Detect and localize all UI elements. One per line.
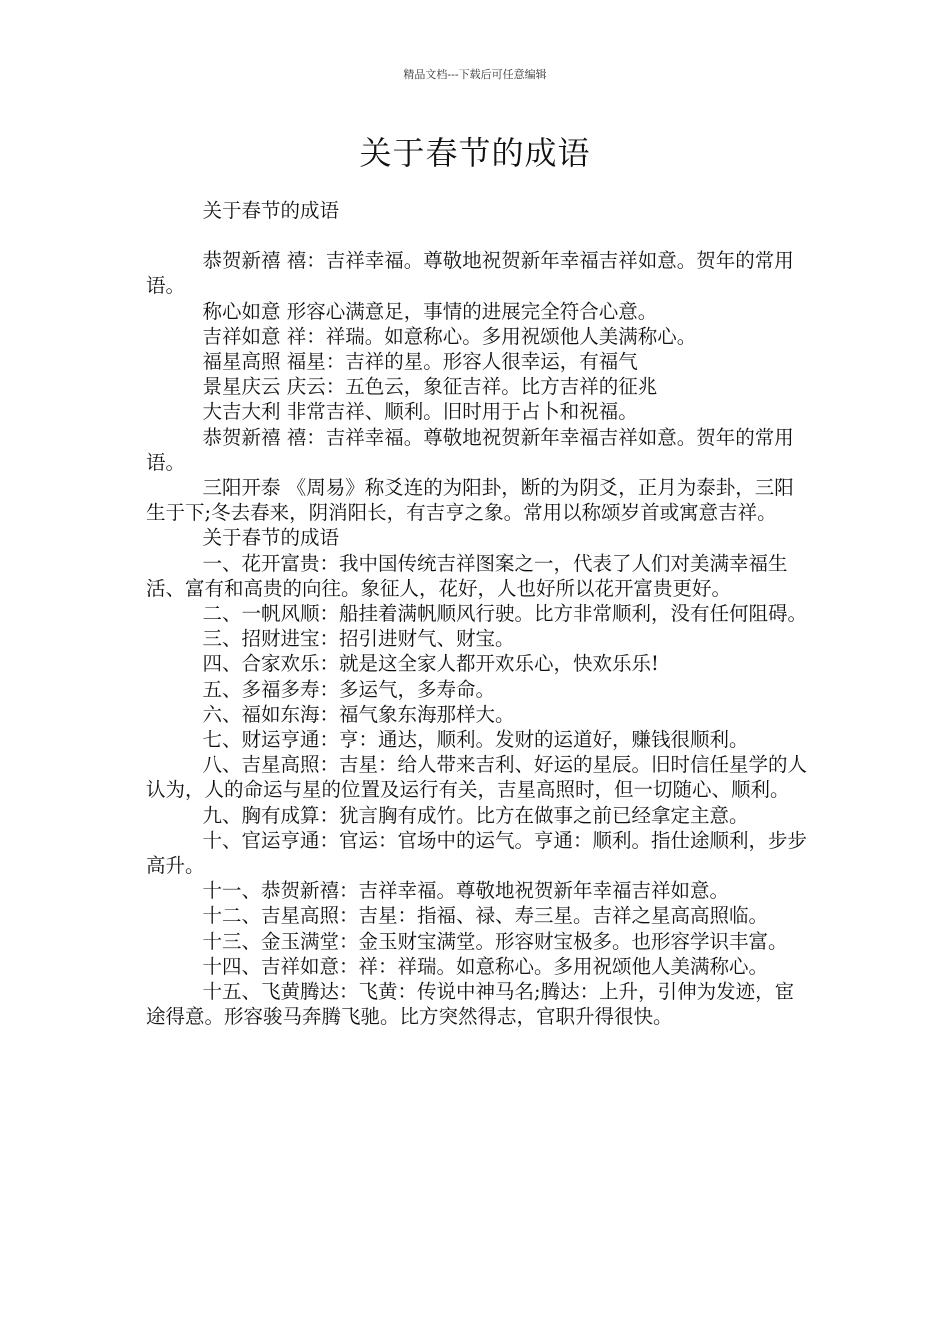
numbered-idiom: 二、一帆风顺：船挂着满帆顺风行驶。比方非常顺利，没有任何阻碍。 (202, 602, 808, 626)
numbered-idiom: 十四、吉祥如意：祥：祥瑞。如意称心。多用祝颂他人美满称心。 (202, 954, 769, 978)
numbered-idiom: 一、花开富贵：我中国传统吉祥图案之一，代表了人们对美满幸福生活、富有和高贵的向往。象征人，花好，人也好所以花开富贵更好。 (146, 551, 788, 600)
idiom-paragraph: 福星高照 福星：吉祥的星。形容人很幸运，有福气 (202, 350, 638, 374)
numbered-idiom: 九、胸有成算：犹言胸有成竹。比方在做事之前已经拿定主意。 (202, 803, 749, 827)
idiom-paragraph: 景星庆云 庆云：五色云，象征吉祥。比方吉祥的征兆 (202, 375, 658, 399)
idiom-paragraph: 大吉大利 非常吉祥、顺利。旧时用于占卜和祝福。 (202, 400, 638, 424)
numbered-idiom: 十二、吉星高照：吉星：指福、禄、寿三星。吉祥之星高高照临。 (202, 904, 769, 928)
numbered-idiom: 十三、金玉满堂：金玉财宝满堂。形容财宝极多。也形容学识丰富。 (202, 929, 788, 953)
numbered-idiom: 三、招财进宝：招引进财气、财宝。 (202, 627, 515, 651)
numbered-idiom: 十五、飞黄腾达：飞黄：传说中神马名;腾达：上升，引伸为发迹，宦途得意。形容骏马奔腾飞驰。比方突然得志，官职升得很快。 (146, 980, 795, 1029)
numbered-idiom: 七、财运亨通：亨：通达，顺利。发财的运道好，赚钱很顺利。 (202, 728, 749, 752)
idiom-paragraph: 称心如意 形容心满意足，事情的进展完全符合心意。 (202, 299, 658, 323)
idiom-paragraph: 恭贺新禧 禧：吉祥幸福。尊敬地祝贺新年幸福吉祥如意。贺年的常用语。 (146, 249, 794, 298)
numbered-idiom: 四、合家欢乐：就是这全家人都开欢乐心，快欢乐乐! (202, 652, 659, 676)
page-header: 精品文档---下载后可任意编辑 (403, 68, 547, 81)
numbered-idiom: 六、福如东海：福气象东海那样大。 (202, 702, 515, 726)
section-heading: 关于春节的成语 (202, 526, 340, 550)
numbered-idiom: 五、多福多寿：多运气，多寿命。 (202, 677, 496, 701)
numbered-idiom: 八、吉星高照：吉星：给人带来吉利、好运的星辰。旧时信任星学的人认为，人的命运与星的位置及运行有关，吉星高照时，但一切随心、顺利。 (146, 753, 808, 802)
document-body (146, 198, 810, 1030)
idiom-paragraph: 恭贺新禧 禧：吉祥幸福。尊敬地祝贺新年幸福吉祥如意。贺年的常用语。 (146, 425, 794, 474)
subtitle: 关于春节的成语 (202, 199, 340, 222)
idiom-paragraph: 三阳开泰 《周易》称爻连的为阳卦，断的为阴爻，正月为泰卦，三阳生于下;冬去春来，阴消阳长，有吉亨之象。常用以称颂岁首或寓意吉祥。 (146, 476, 794, 525)
blank-line (146, 223, 810, 248)
numbered-idiom: 十、官运亨通：官运：官场中的运气。亨通：顺利。指仕途顺利，步步高升。 (146, 828, 808, 878)
document-title: 关于春节的成语 (359, 134, 591, 172)
numbered-idiom: 十一、恭贺新禧：吉祥幸福。尊敬地祝贺新年幸福吉祥如意。 (202, 879, 730, 903)
idiom-paragraph: 吉祥如意 祥：祥瑞。如意称心。多用祝颂他人美满称心。 (202, 324, 697, 348)
